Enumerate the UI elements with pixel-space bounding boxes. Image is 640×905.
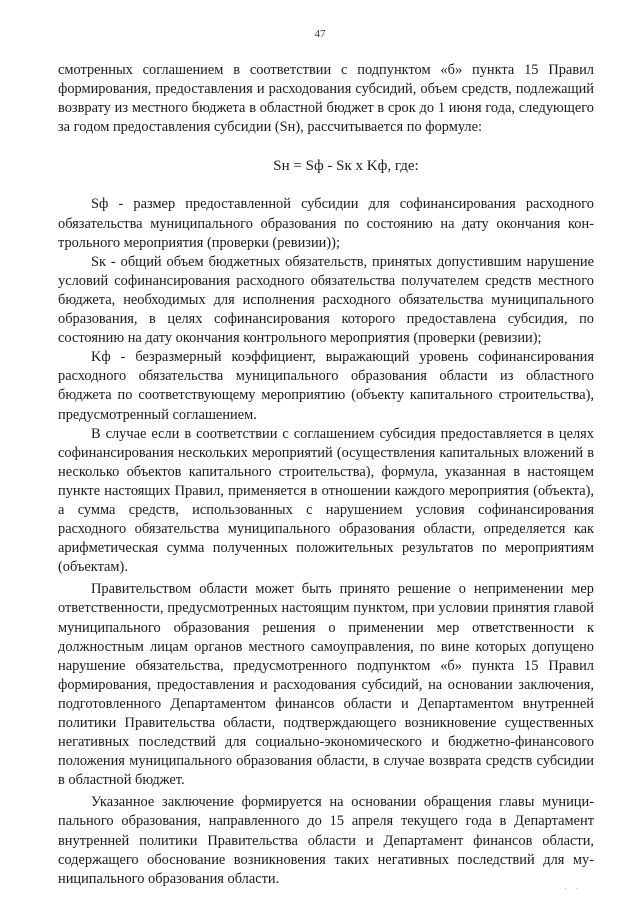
paragraph-conclusion: Указанное заключение формируется на основании обращения главы муниципального образования, направленного до 15 апреля текущего года в Департамент внутренней политики Правительства области и Департамент финансов области, содержащего обоснование возникновения таких негативных последствий для муниципального образования области. bbox=[58, 794, 594, 887]
formula: Sн = Sф - Sк х Kф, где: bbox=[273, 158, 419, 175]
paragraph-kf-definition: Kф - безразмерный коэффициент, выражающий уровень софинансирования расходного обязательства муниципального образования области из областного бюджета по соответствующему мероприятию (объекту капитального строительства), предусмотренный соглашением. bbox=[58, 349, 594, 423]
paragraph-government-decision: Правительством области может быть принято решение о неприменении мер ответственности, предусмотренных настоящим пунктом, при условии принятия главой муниципального образования решения о применении мер ответственности к должностным лицам органов местного самоуправления, по вине которых допущено нарушение обязательства, предусмотренного подпунктом «б» пункта 15 Правил формирования, предоставления и расходования субсидий, на основании заключения, подготовленного Департаментом финансов области и Департаментом внутренней политики Правительства области, подтверждающего возникновение существенных негативных последствий для социально-экономического и бюджетно-финансового положения муниципального образования области, в случае возврата средств субсидии в областной бюджет. bbox=[58, 581, 594, 789]
document-body bbox=[58, 61, 594, 889]
scan-artifact-mark: . . bbox=[564, 883, 582, 891]
paragraph-sk-definition: Sк - общий объем бюджетных обязательств, принятых допустившим нарушение условий софинансирования расходного обязательства получателем средств местного бюджета, необходимых для исполнения расходного обязательства муниципального образования, в целях софинансирования которого предоставлена субсидия, по состоянию на дату окончания контрольного мероприятия (проверки (ревизии); bbox=[58, 253, 594, 347]
page-number: 47 bbox=[314, 28, 326, 40]
paragraph-sf-definition: Sф - размер предоставленной субсидии для софинансирования расходного обязательства муниципального образования по состоянию на дату окончания контрольного мероприятия (проверки (ревизии)); bbox=[58, 196, 594, 251]
paragraph-continuation: смотренных соглашением в соответствии с подпунктом «б» пункта 15 Правил формирования, предоставления и расходования субсидий, объем средств, подлежащий возврату из местного бюджета в областной бюджет в срок до 1 июня года, следующего за годом предоставления субсидии (Sн), рассчитывается по формуле: bbox=[58, 62, 594, 136]
paragraph-multiple-measures: В случае если в соответствии с соглашением субсидия предоставляется в целях софинансирования нескольких мероприятий (осуществления капитальных вложений в несколько объектов капитального строительства), формула, указанная в настоящем пункте настоящих Правил, применяется в отношении каждого мероприятия (объекта), а сумма средств, использованных с нарушением условия софинансирования расходного обязательства муниципального образования области, определяется как арифметическая сумма полученных положительных результатов по мероприятиям (объектам). bbox=[58, 425, 594, 576]
